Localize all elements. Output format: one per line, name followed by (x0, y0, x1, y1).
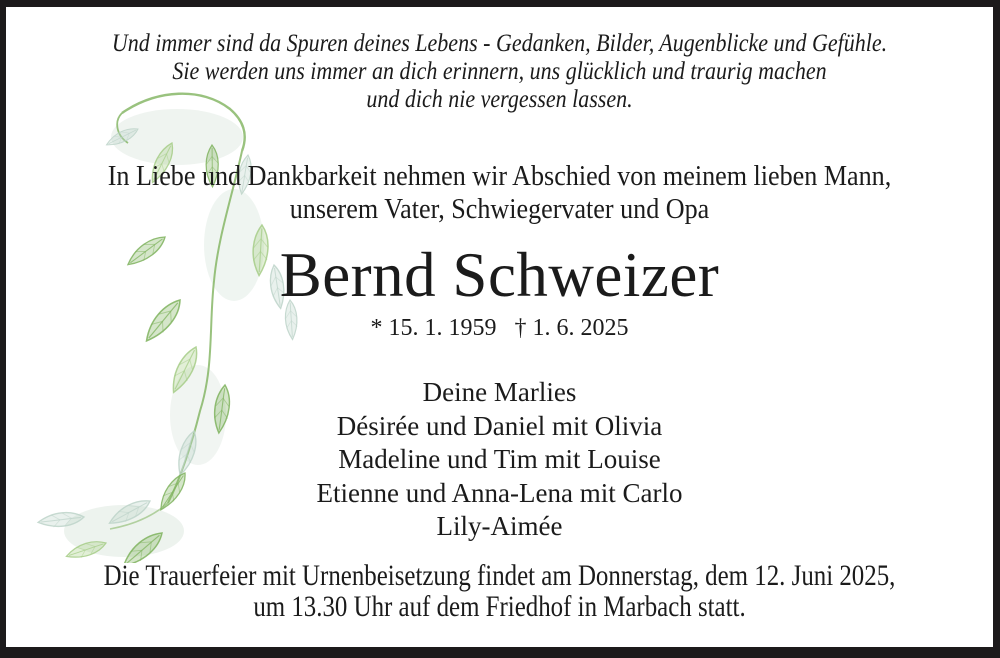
farewell-text-line: unserem Vater, Schwiegervater und Opa (289, 193, 710, 225)
mourner-line: Madeline und Tim mit Louise (338, 444, 661, 474)
opening-verse-line: Sie werden uns immer an dich erinnern, uns glücklich und traurig machen (172, 58, 827, 85)
opening-verse-line: und dich nie vergessen lassen. (366, 86, 633, 113)
mourners-list (6, 376, 993, 544)
birth-date: * 15. 1. 1959 (370, 315, 497, 341)
deceased-name: Bernd Schweizer (279, 240, 720, 310)
mourner-line: Deine Marlies (422, 377, 577, 407)
life-dates (6, 314, 993, 342)
mourner-line: Etienne und Anna-Lena mit Carlo (316, 477, 683, 508)
funeral-info-line: um 13.30 Uhr auf dem Friedhof in Marbach statt. (253, 590, 746, 623)
opening-verse (6, 30, 993, 114)
mourner-line: Désirée und Daniel mit Olivia (336, 410, 663, 441)
death-date: † 1. 6. 2025 (514, 315, 629, 341)
funeral-info-line: Die Trauerfeier mit Urnenbeisetzung findet am Donnerstag, dem 12. Juni 2025, (103, 559, 896, 592)
farewell-text-line: In Liebe und Dankbarkeit nehmen wir Abschied von meinem lieben Mann, (107, 160, 892, 192)
opening-verse-line: Und immer sind da Spuren deines Lebens - Gedanken, Bilder, Augenblicke und Gefühle. (111, 30, 888, 57)
funeral-info (6, 560, 993, 622)
farewell-text (6, 160, 993, 226)
mourner-line: Lily-Aimée (436, 511, 563, 541)
